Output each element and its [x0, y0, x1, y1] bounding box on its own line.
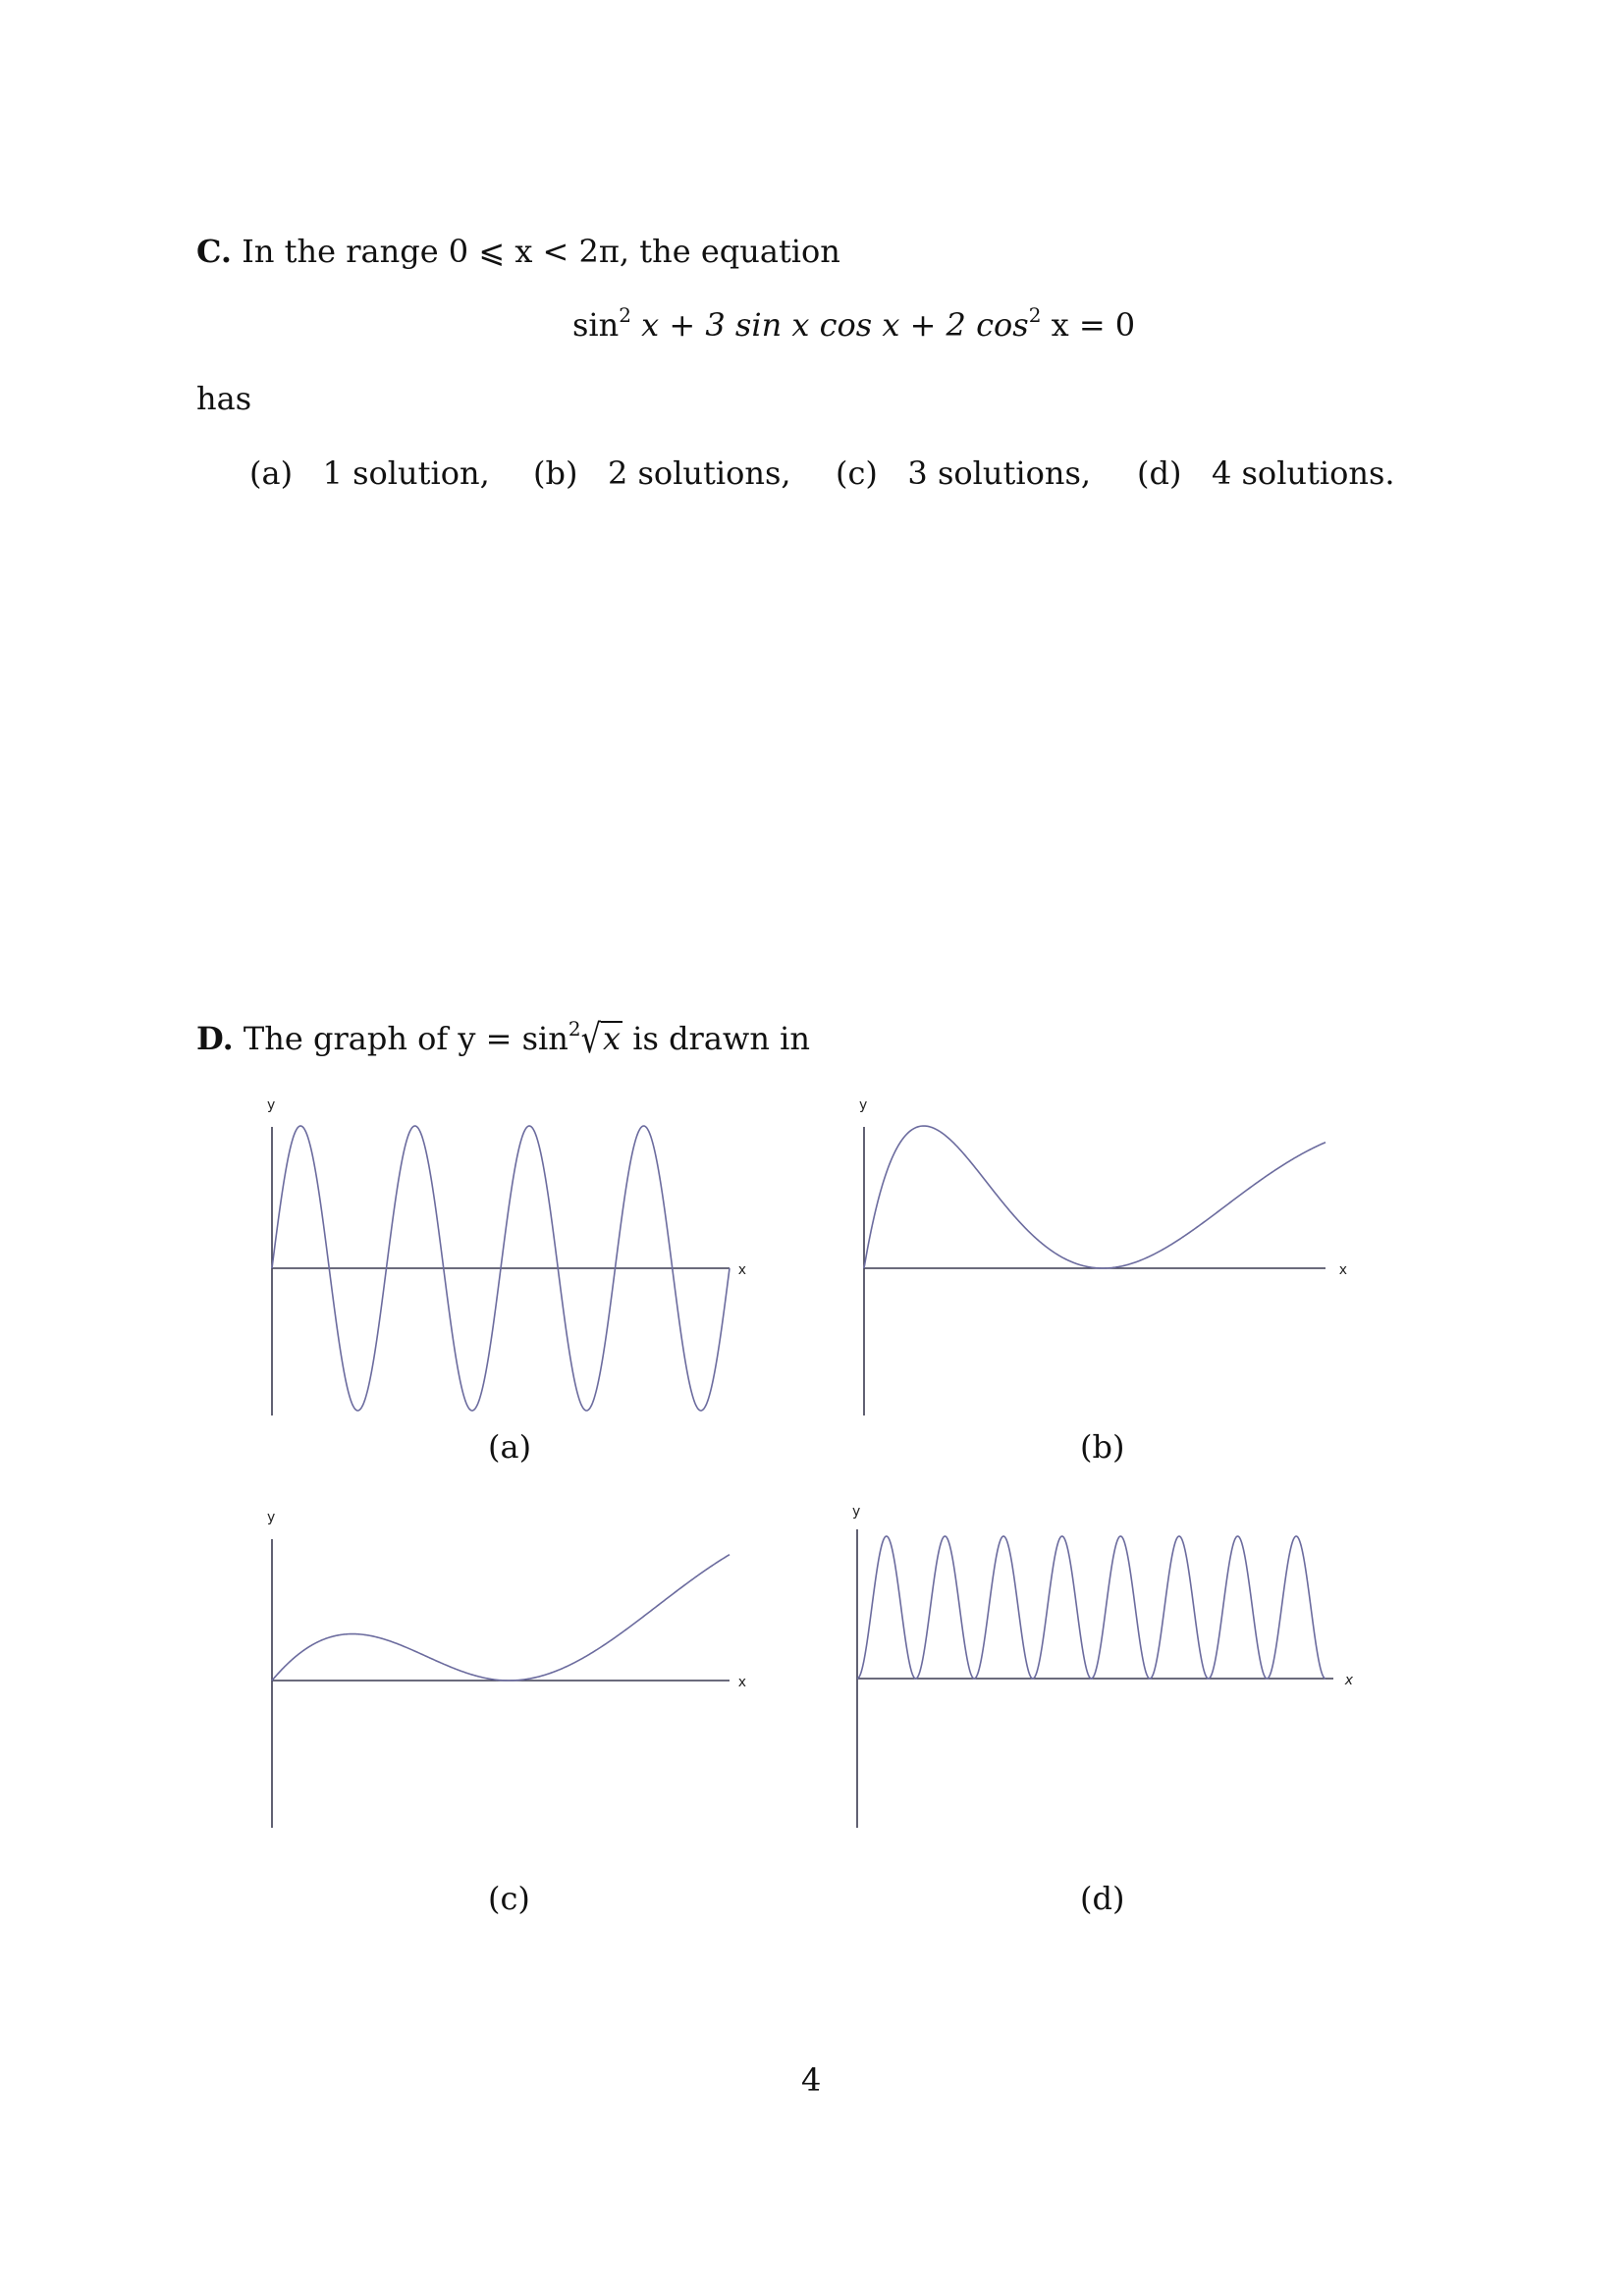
page-number: 4	[801, 2061, 822, 2099]
question-d-label: D.	[196, 1020, 234, 1057]
graph-a-y-label: y	[267, 1097, 276, 1113]
graph-a-caption: (a)	[488, 1428, 532, 1466]
graph-b-x-label: x	[1338, 1262, 1347, 1278]
graph-c[interactable]	[236, 1502, 746, 1836]
question-c-intro	[196, 233, 840, 270]
question-c-label: C.	[196, 233, 233, 270]
graph-d-y-label: y	[852, 1504, 861, 1520]
question-c-intro-text: In the range 0 ⩽ x < 2π, the equation	[242, 233, 840, 270]
question-c-continuation: has	[196, 380, 252, 417]
graph-b[interactable]	[825, 1090, 1347, 1423]
graph-d[interactable]	[825, 1502, 1353, 1836]
graph-a-x-label: x	[737, 1262, 746, 1278]
option-a[interactable]: (a) 1 solution,	[249, 454, 490, 492]
graph-c-caption: (c)	[488, 1880, 530, 1917]
graph-c-y-label: y	[267, 1510, 276, 1525]
graph-b-y-label: y	[859, 1097, 868, 1113]
graph-d-curve	[857, 1536, 1325, 1679]
graph-b-curve	[864, 1126, 1325, 1268]
option-b[interactable]: (b) 2 solutions,	[533, 454, 791, 492]
question-d-intro: D. The graph of $y = \sin^2√x$ is drawn in	[196, 1015, 810, 1062]
graph-c-curve	[272, 1555, 730, 1681]
graph-d-x-label: x	[1344, 1673, 1353, 1688]
graph-c-x-label: x	[737, 1675, 746, 1690]
option-d[interactable]: (d) 4 solutions.	[1137, 454, 1395, 492]
graph-b-caption: (b)	[1080, 1428, 1125, 1466]
option-c[interactable]: (c) 3 solutions,	[836, 454, 1092, 492]
graph-a[interactable]	[236, 1090, 746, 1423]
graph-d-caption: (d)	[1080, 1880, 1125, 1917]
question-c-equation: $\sin^2 x + 3$ sin x cos x + 2 $\cos^2 x = 0$	[572, 303, 1136, 344]
